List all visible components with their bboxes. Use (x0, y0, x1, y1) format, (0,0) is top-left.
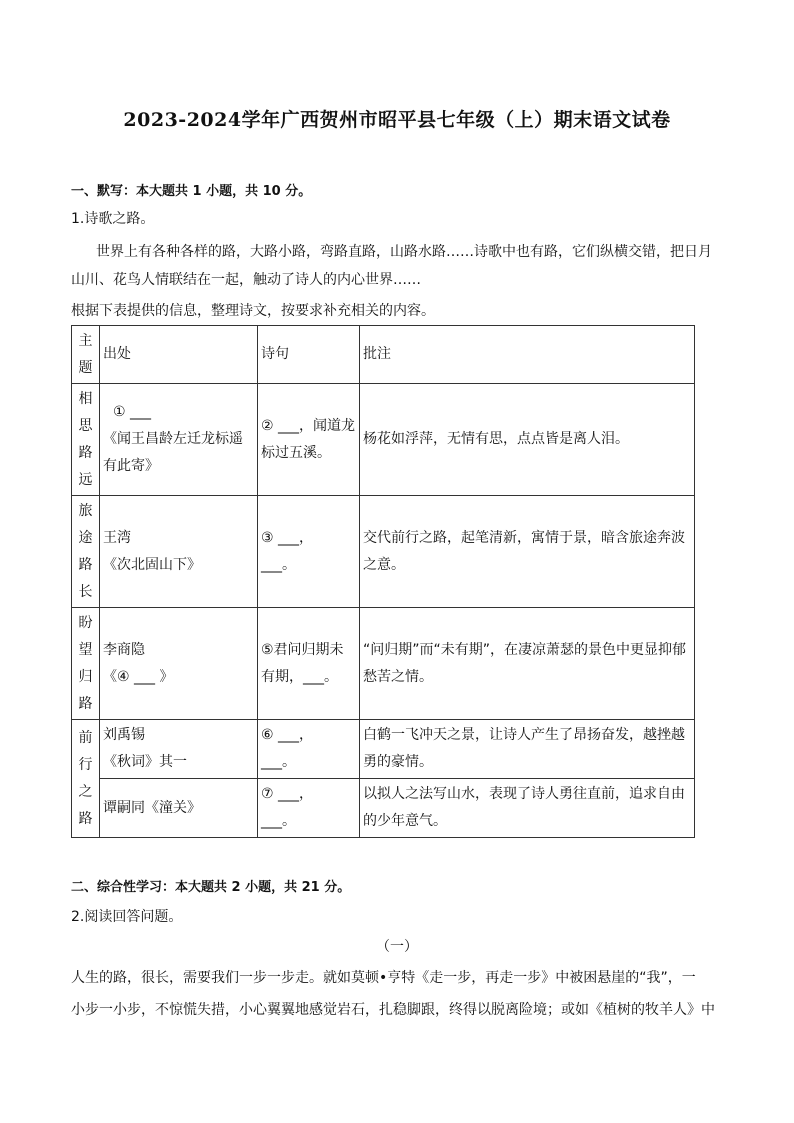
table-row (72, 496, 695, 608)
source-title: 《秋词》其一 (103, 754, 187, 770)
note-cell: 交代前行之路，起笔清新，寓情于景，暗含旅途奔波之意。 (360, 496, 695, 608)
verse-cell[interactable]: ⑤君问归期未有期，___。 (258, 608, 360, 720)
source-cell (100, 496, 258, 608)
table-header-row (72, 326, 695, 384)
source-author: 刘禹锡 (103, 727, 145, 743)
topic-cell: 相思路远 (72, 384, 100, 496)
verse-cell[interactable]: ② ___，闻道龙标过五溪。 (258, 384, 360, 496)
question2-title: 2.阅读回答问题。 (71, 909, 183, 925)
note-cell: 白鹤一飞冲天之景，让诗人产生了昂扬奋发，越挫越勇的豪情。 (360, 720, 695, 779)
intro-line-2: 山川、花鸟人情联结在一起，触动了诗人的内心世界…… (71, 272, 421, 288)
blank-4[interactable]: 《④ ___ 》 (103, 668, 174, 685)
verse-cell[interactable] (258, 496, 360, 608)
table-row (72, 720, 695, 779)
blank-7a[interactable]: ⑦ ___， (261, 786, 314, 802)
source-cell (100, 779, 258, 838)
header-source: 出处 (100, 326, 258, 384)
table-row (72, 779, 695, 838)
note-cell: “问归期”而“未有期”，在凄凉萧瑟的景色中更显抑郁愁苦之情。 (360, 608, 695, 720)
blank-3a[interactable]: ③ ___， (261, 529, 314, 546)
source-cell (100, 720, 258, 779)
note-cell: 杨花如浮萍，无情有思，点点皆是离人泪。 (360, 384, 695, 496)
paragraph-line-2: 小步一小步，不惊慌失措，小心翼翼地感觉岩石，扎稳脚跟，终得以脱离险境；或如《植树的牧羊人》中 (71, 1002, 715, 1018)
paragraph-line-1: 人生的路，很长，需要我们一步一步走。就如莫顿•亨特《走一步，再走一步》中被困悬崖的“我”，一 (71, 970, 696, 986)
topic-cell: 旅途路长 (72, 496, 100, 608)
intro-line-1: 世界上有各种各样的路，大路小路，弯路直路，山路水路……诗歌中也有路，它们纵横交错，把日月 (96, 244, 712, 260)
source-title: 《闻王昌龄左迁龙标遥有此寄》 (103, 431, 243, 474)
table-row (72, 608, 695, 720)
source-title: 谭嗣同《潼关》 (103, 799, 201, 816)
verse-cell[interactable] (258, 779, 360, 838)
topic-cell: 盼望归路 (72, 608, 100, 720)
part-label: （一） (376, 939, 418, 955)
question1-title: 1.诗歌之路。 (71, 211, 155, 227)
section2-header: 二、综合性学习：本大题共 2 小题，共 21 分。 (71, 880, 351, 895)
section1-header: 一、默写：本大题共 1 小题，共 10 分。 (71, 184, 312, 199)
source-author: 王湾 (103, 529, 131, 546)
instruction: 根据下表提供的信息，整理诗文，按要求补充相关的内容。 (71, 303, 435, 319)
table-row (72, 384, 695, 496)
source-cell (100, 384, 258, 496)
blank-6a[interactable]: ⑥ ___， (261, 727, 314, 743)
source-title: 《次北固山下》 (103, 556, 201, 573)
page-title: 2023-2024学年广西贺州市昭平县七年级（上）期末语文试卷 (123, 109, 671, 131)
header-note: 批注 (360, 326, 695, 384)
topic-cell: 前行之路 (72, 720, 100, 838)
blank-1[interactable]: ① ___ (113, 404, 152, 420)
note-cell: 以拟人之法写山水，表现了诗人勇往直前，追求自由的少年意气。 (360, 779, 695, 838)
source-author: 李商隐 (103, 641, 145, 658)
poem-table (71, 325, 695, 838)
header-topic: 主题 (72, 326, 100, 384)
blank-3b[interactable]: ___。 (261, 556, 296, 573)
blank-7b[interactable]: ___。 (261, 813, 296, 829)
verse-cell[interactable] (258, 720, 360, 779)
header-verse: 诗句 (258, 326, 360, 384)
blank-6b[interactable]: ___。 (261, 754, 296, 770)
source-cell (100, 608, 258, 720)
